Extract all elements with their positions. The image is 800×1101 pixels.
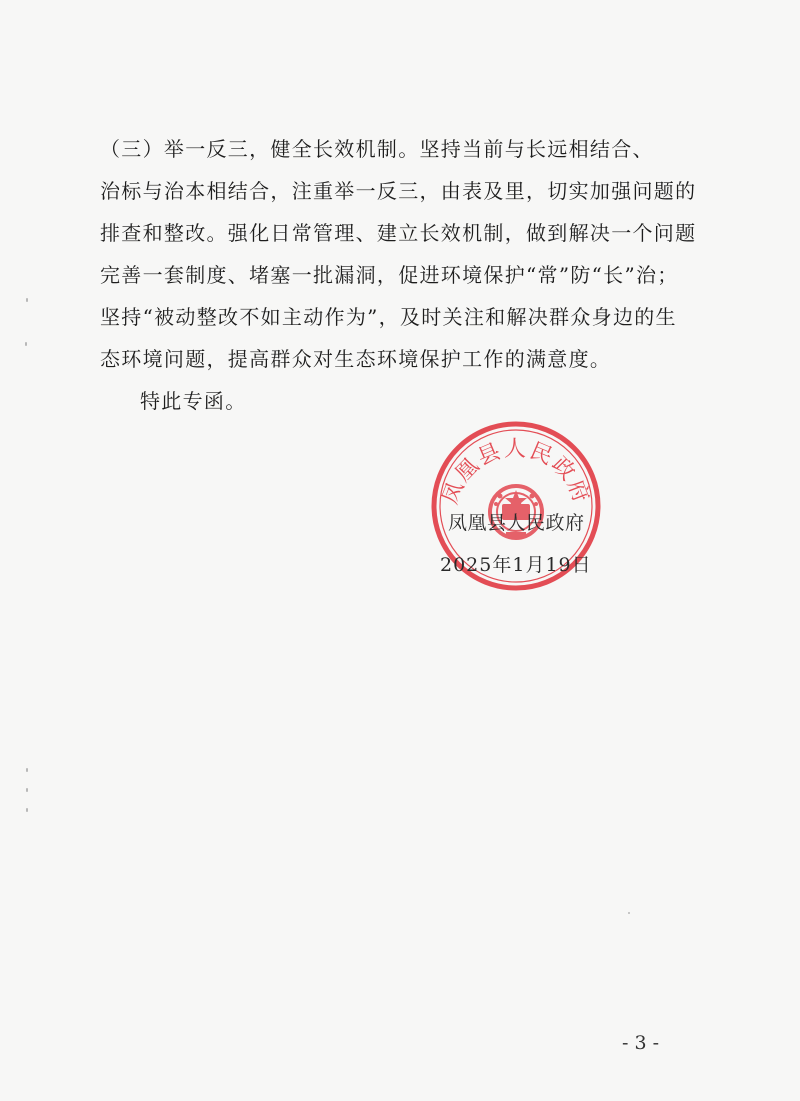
- scan-speck: [26, 788, 28, 792]
- paragraph-line-6: 态环境问题，提高群众对生态环境保护工作的满意度。: [100, 347, 612, 371]
- scan-speck: [628, 912, 630, 914]
- page-number: - 3 -: [622, 1032, 660, 1054]
- paragraph-line-5: 坚持“被动整改不如主动作为”，及时关注和解决群众身边的生: [100, 305, 677, 329]
- signature-org: 凤凰县人民政府: [448, 512, 585, 534]
- scan-speck: [25, 342, 27, 346]
- paragraph-line-1: （三）举一反三，健全长效机制。坚持当前与长远相结合、: [100, 137, 654, 161]
- scan-speck: [26, 808, 28, 812]
- scan-speck: [26, 768, 28, 772]
- closing-line: 特此专函。: [140, 389, 247, 413]
- body-paragraph: [100, 128, 700, 422]
- signature-date: 2025年1月19日: [440, 554, 592, 576]
- paragraph-line-3: 排查和整改。强化日常管理、建立长效机制，做到解决一个问题: [100, 221, 697, 245]
- scan-speck: [26, 298, 28, 302]
- svg-text:凤凰县人民政府: 凤凰县人民政府: [437, 437, 595, 508]
- paragraph-line-4: 完善一套制度、堵塞一批漏洞，促进环境保护“常”防“长”治；: [100, 263, 679, 287]
- paragraph-line-2: 治标与治本相结合，注重举一反三，由表及里，切实加强问题的: [100, 179, 697, 203]
